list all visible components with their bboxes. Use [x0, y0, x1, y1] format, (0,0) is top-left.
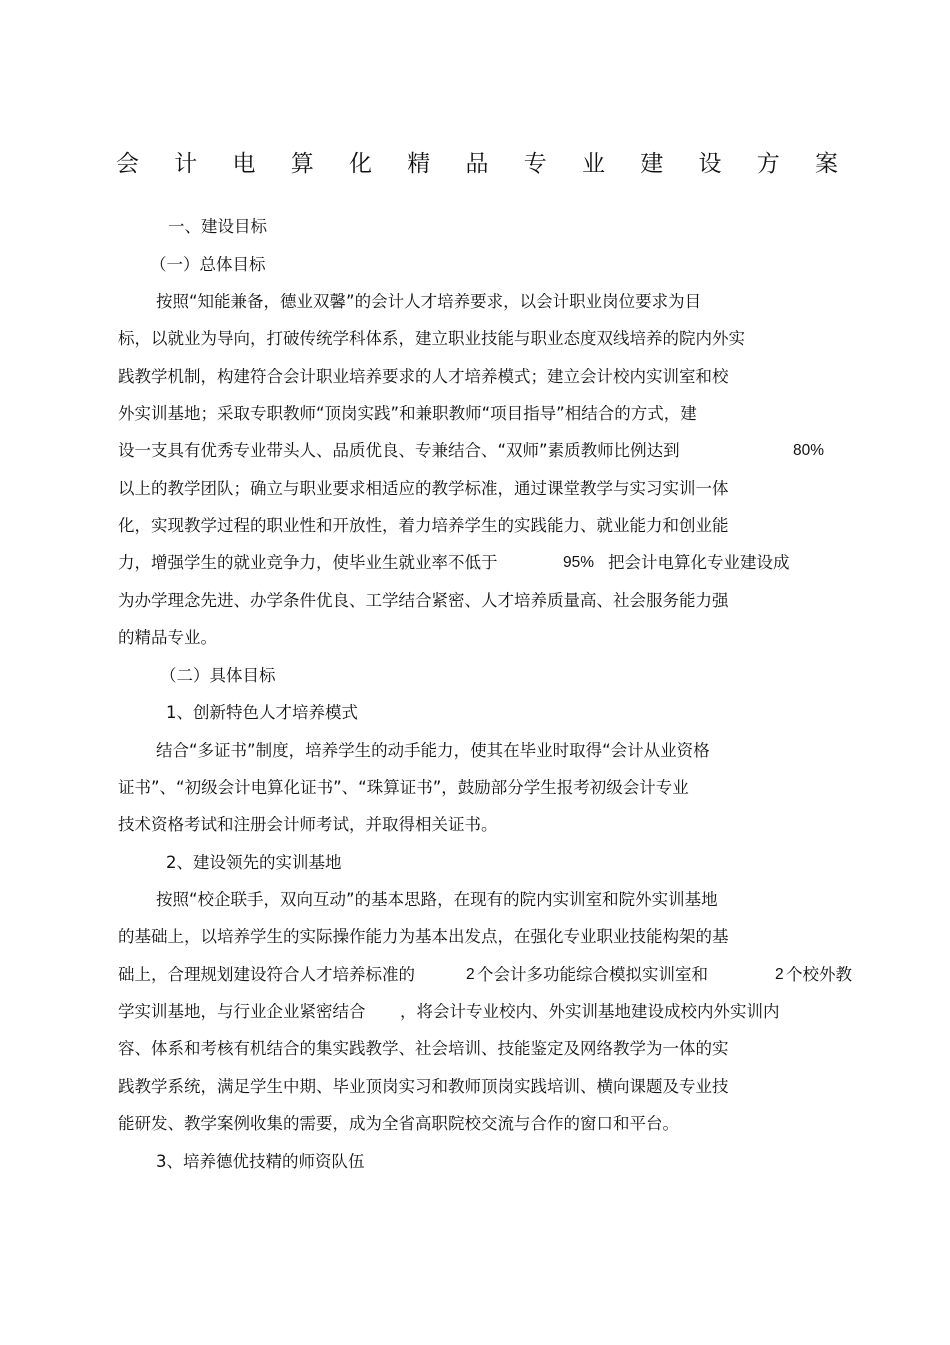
title-char: 电 — [232, 151, 256, 177]
paragraph-line: 以上的教学团队；确立与职业要求相适应的教学标准，通过课堂教学与实习实训一体 — [118, 479, 729, 498]
title-char: 方 — [756, 151, 780, 177]
paragraph-line-tail: 个校外教 — [786, 965, 852, 984]
item-heading-3: 3、培养德优技精的师资队伍 — [156, 1152, 365, 1171]
paragraph-line: 力，增强学生的就业竞争力，使毕业生就业率不低于 — [118, 553, 498, 572]
paragraph-line: 技术资格考试和注册会计师考试，并取得相关证书。 — [118, 815, 498, 834]
paragraph-line: 的基础上，以培养学生的实际操作能力为基本出发点，在强化专业职业技能构架的基 — [118, 927, 729, 946]
paragraph-line-tail: ，将会计专业校内、外实训基地建设成校内外实训内 — [400, 1002, 780, 1021]
title-char: 品 — [465, 151, 489, 177]
count-value: 2 — [466, 966, 475, 983]
paragraph-line: 践教学系统，满足学生中期、毕业顶岗实习和教师顶岗实践培训、横向课题及专业技 — [118, 1077, 729, 1096]
percentage-value: 95% — [563, 554, 595, 571]
paragraph-line: 为办学理念先进、办学条件优良、工学结合紧密、人才培养质量高、社会服务能力强 — [118, 591, 729, 610]
title-char: 设 — [698, 151, 722, 177]
subsection-heading-overall: （一）总体目标 — [150, 255, 266, 274]
paragraph-line: 能研发、教学案例收集的需要，成为全省高职院校交流与合作的窗口和平台。 — [118, 1114, 679, 1133]
item-heading-2: 2、建设领先的实训基地 — [166, 853, 342, 872]
paragraph-line: 结合“多证书”制度，培养学生的动手能力，使其在毕业时取得“会计从业资格 — [156, 741, 710, 760]
title-char: 算 — [290, 151, 314, 177]
title-char: 会 — [116, 151, 139, 177]
paragraph-line: 设一支具有优秀专业带头人、品质优良、专兼结合、“双师”素质教师比例达到 — [118, 441, 680, 460]
paragraph-line: 标，以就业为导向，打破传统学科体系，建立职业技能与职业态度双线培养的院内外实 — [118, 329, 745, 348]
title-char: 案 — [815, 151, 838, 177]
title-char: 建 — [640, 151, 664, 177]
paragraph-line: 践教学机制，构建符合会计职业培养要求的人才培养模式；建立会计校内实训室和校 — [118, 367, 729, 386]
paragraph-line-tail: 把会计电算化专业建设成 — [608, 553, 790, 572]
paragraph-line: 化，实现教学过程的职业性和开放性，着力培养学生的实践能力、就业能力和创业能 — [118, 516, 729, 535]
section-heading-1: 一、建设目标 — [168, 217, 267, 236]
paragraph-line: 础上，合理规划建设符合人才培养标准的 — [118, 965, 415, 984]
title-char: 精 — [407, 151, 431, 177]
paragraph-line: 的精品专业。 — [118, 628, 217, 647]
paragraph-line: 按照“校企联手，双向互动”的基本思路，在现有的院内实训室和院外实训基地 — [156, 890, 718, 909]
title-char: 业 — [582, 151, 605, 177]
subsection-heading-specific: （二）具体目标 — [160, 666, 276, 685]
paragraph-line: 外实训基地；采取专职教师“顶岗实践”和兼职教师“项目指导”相结合的方式，建 — [118, 404, 697, 423]
paragraph-line: 容、体系和考核有机结合的集实践教学、社会培训、技能鉴定及网络教学为一体的实 — [118, 1039, 729, 1058]
count-value: 2 — [775, 966, 784, 983]
title-char: 计 — [174, 151, 198, 177]
paragraph-line: 按照“知能兼备，德业双馨”的会计人才培养要求，以会计职业岗位要求为目 — [156, 292, 702, 311]
paragraph-line: 证书”、“初级会计电算化证书”、“珠算证书”，鼓励部分学生报考初级会计专业 — [118, 778, 689, 797]
title-char: 化 — [349, 151, 372, 177]
title-char: 专 — [523, 151, 547, 177]
paragraph-line-mid: 个会计多功能综合模拟实训室和 — [477, 965, 708, 984]
item-heading-1: 1、创新特色人才培养模式 — [166, 703, 358, 722]
percentage-value: 80% — [793, 442, 825, 459]
paragraph-line: 学实训基地，与行业企业紧密结合 — [118, 1002, 366, 1021]
document-title — [116, 146, 838, 182]
